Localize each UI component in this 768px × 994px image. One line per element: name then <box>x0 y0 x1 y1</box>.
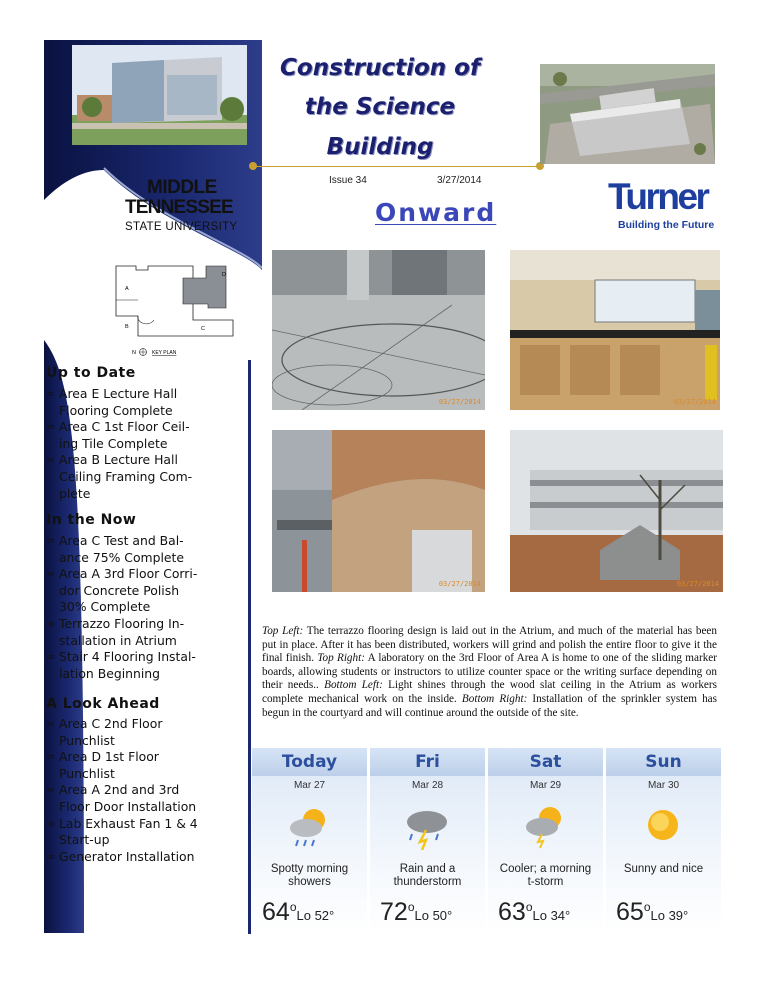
weather-description: Cooler; a morning t-storm <box>499 863 592 888</box>
weather-day-label: Fri <box>370 748 485 776</box>
mtsu-logo-line1: MIDDLE <box>147 177 217 198</box>
weather-day-label: Sun <box>606 748 721 776</box>
photo-atrium-ceiling <box>272 430 485 592</box>
photo-date-stamp: 03/27/2014 <box>438 398 481 406</box>
turner-logo: Turner <box>608 176 708 217</box>
list-item: ∞ Area A 3rd Floor Corri- dor Concrete Polish 30% Complete <box>46 566 246 616</box>
photo-courtyard <box>510 430 723 592</box>
weather-low: Lo 34° <box>532 908 571 923</box>
weather-date: Mar 27 <box>293 780 326 791</box>
list-item: ∞ Stair 4 Flooring Instal- lation Beginning <box>46 649 246 682</box>
section-heading-look-ahead: A Look Ahead <box>46 696 160 712</box>
look-ahead-list <box>46 716 246 865</box>
list-item: ∞ Area D 1st Floor Punchlist <box>46 749 246 782</box>
list-item: ∞ Generator Installation <box>46 849 246 866</box>
weather-day-label: Today <box>252 748 367 776</box>
photo-date-stamp: 03/27/2014 <box>438 580 481 588</box>
section-heading-up-to-date: Up to Date <box>46 365 136 381</box>
mtsu-logo <box>125 178 260 236</box>
issue-date: 3/27/2014 <box>437 175 482 186</box>
weather-date: Mar 28 <box>411 780 444 791</box>
list-item: ∞ Terrazzo Flooring In- stallation in Atrium <box>46 616 246 649</box>
weather-high: 63$^o$Lo 34° <box>498 898 571 926</box>
in-the-now-list <box>46 533 246 682</box>
thunderstorm-icon <box>402 800 452 850</box>
weather-description: Sunny and nice <box>623 863 704 875</box>
photo-atrium-terrazzo <box>272 250 485 410</box>
list-item: ∞ Area C 2nd Floor Punchlist <box>46 716 246 749</box>
partly-cloudy-showers-icon <box>284 800 334 850</box>
weather-low: Lo 50° <box>414 908 453 923</box>
weather-high: 65$^o$Lo 39° <box>616 898 689 926</box>
weather-low: Lo 52° <box>296 908 335 923</box>
key-plan-label-b: B <box>125 324 129 330</box>
weather-description: Spotty morning showers <box>270 863 349 888</box>
list-item: ∞ Area C Test and Bal- ance 75% Complete <box>46 533 246 566</box>
newsletter-subtitle: Onward <box>375 198 497 227</box>
issue-number: Issue 34 <box>329 175 367 186</box>
list-item: ∞ Area C 1st Floor Ceil- ing Tile Complete <box>46 419 246 452</box>
weather-high: 64$^o$Lo 52° <box>262 898 335 926</box>
photo-laboratory <box>510 250 720 410</box>
newsletter-title-line1: Construction of <box>280 55 480 81</box>
weather-day-0 <box>252 748 367 934</box>
north-label: N <box>132 350 136 356</box>
key-plan-caption: KEY PLAN <box>152 350 177 356</box>
up-to-date-list <box>46 386 246 502</box>
key-plan-label-c: C <box>201 326 205 332</box>
list-item: ∞ Lab Exhaust Fan 1 & 4 Start-up <box>46 816 246 849</box>
mtsu-logo-line2: TENNESSEE <box>125 197 233 218</box>
section-heading-in-the-now: In the Now <box>46 512 137 528</box>
weather-date: Mar 29 <box>529 780 562 791</box>
turner-tagline: Building the Future <box>618 219 715 231</box>
weather-day-1 <box>370 748 485 934</box>
column-divider <box>248 360 251 934</box>
key-plan-label-a: A <box>125 286 129 292</box>
weather-low: Lo 39° <box>650 908 689 923</box>
newsletter-title-line3: Building <box>326 134 434 160</box>
list-item: ∞ Area B Lecture Hall Ceiling Framing Com- plete <box>46 452 246 502</box>
weather-day-2 <box>488 748 603 934</box>
weather-day-label: Sat <box>488 748 603 776</box>
header-rule <box>250 166 542 167</box>
photo-date-stamp: 03/27/2014 <box>673 398 716 406</box>
weather-description: Rain and a thunderstorm <box>393 863 462 888</box>
aerial-site-photo <box>540 64 715 164</box>
header-rule-dot-left <box>249 162 257 170</box>
building-rendering-image <box>72 45 247 145</box>
sun-icon <box>638 800 688 850</box>
photo-date-stamp: 03/27/2014 <box>676 580 719 588</box>
weather-day-3 <box>606 748 721 934</box>
key-plan-diagram <box>108 258 243 358</box>
list-item: ∞ Area E Lecture Hall Flooring Complete <box>46 386 246 419</box>
partly-cloudy-storm-icon <box>520 800 570 850</box>
weather-date: Mar 30 <box>647 780 680 791</box>
list-item: ∞ Area A 2nd and 3rd Floor Door Installation <box>46 782 246 815</box>
mtsu-logo-line3: STATE UNIVERSITY <box>125 221 238 233</box>
key-plan-label-d: D <box>222 272 226 278</box>
newsletter-title-line2: the Science <box>304 94 456 120</box>
weather-high: 72$^o$Lo 50° <box>380 898 453 926</box>
photo-caption: Top Left: The terrazzo flooring design is laid out in the Atrium, and much of the material has been put in place. After it has been distributed, workers will grind and polish the entire floor to give it the final finish. Top Right: A laboratory on the 3rd Floor of Area A is home to one of the sliding marker boards, allowing students or instructors to utilize counter space or the writing surface depending on their needs.. Bottom Left: Light shines through the wood slat ceiling in the Atrium as workers complete mechanical work on the inside. Bottom Right: Installation of the sprinkler system has begun in the courtyard and will continue around the outside of the site. <box>262 625 718 719</box>
weather-forecast <box>252 748 722 934</box>
